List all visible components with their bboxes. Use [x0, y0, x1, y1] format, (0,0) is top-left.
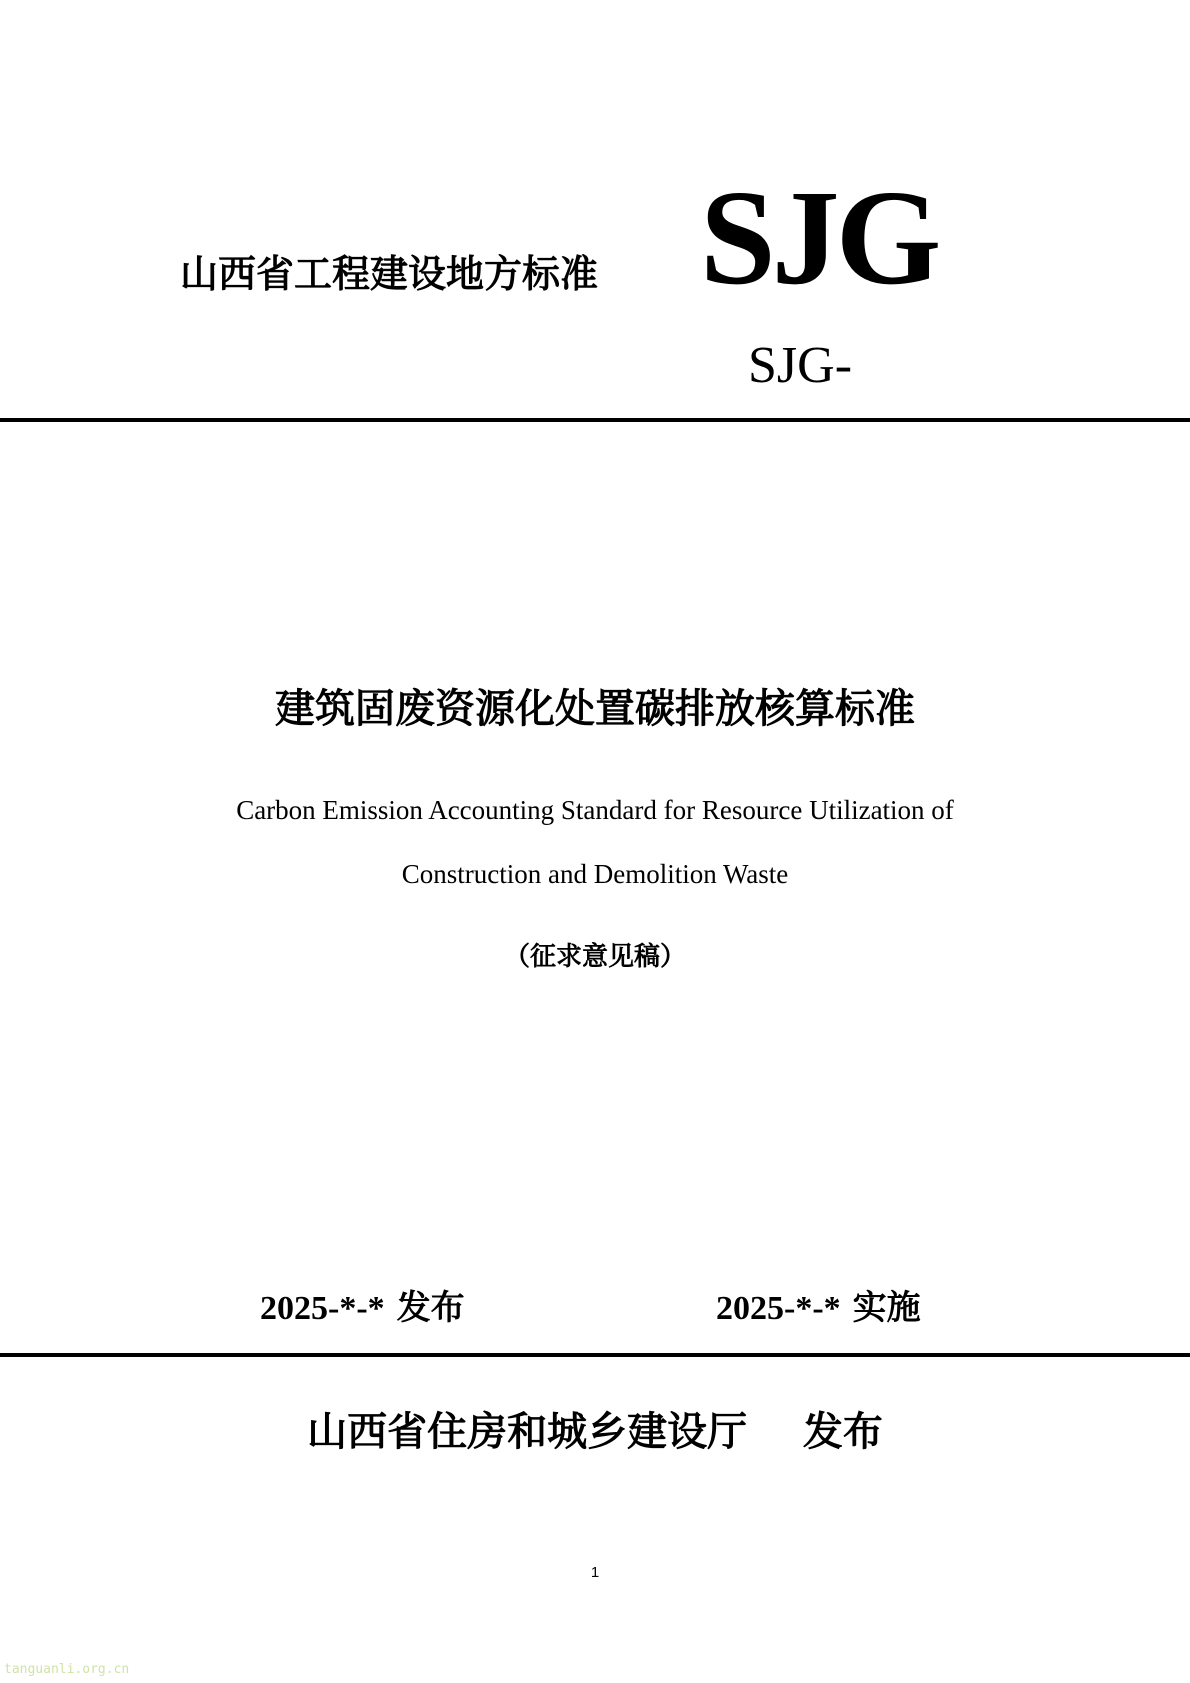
issuer-name: 山西省住房和城乡建设厅 [307, 1409, 748, 1455]
document-title-english-line2: Construction and Demolition Waste [401, 859, 789, 889]
sjg-logo: SJG [700, 163, 938, 313]
document-title-chinese: 建筑固废资源化处置碳排放核算标准 [275, 685, 915, 732]
page-number: 1 [590, 1564, 600, 1581]
issuer-action: 发布 [802, 1409, 883, 1455]
draft-note: （征求意见稿） [503, 942, 686, 972]
publish-date-block [260, 1288, 465, 1329]
site-watermark: tanguanli.org.cn [4, 1662, 130, 1677]
implement-date-block [716, 1288, 921, 1329]
bottom-divider [0, 1353, 1190, 1357]
document-title-english-line1: Carbon Emission Accounting Standard for Resource Utilization of [236, 795, 954, 825]
implement-label: 实施 [852, 1288, 921, 1328]
standard-number: SJG- [748, 337, 853, 394]
issuer-line [0, 1408, 1190, 1456]
top-divider [0, 418, 1190, 422]
implement-date: 2025-*-* [716, 1290, 841, 1327]
publish-date: 2025-*-* [260, 1290, 385, 1327]
publish-label: 发布 [396, 1288, 465, 1328]
standard-category: 山西省工程建设地方标准 [180, 252, 599, 296]
